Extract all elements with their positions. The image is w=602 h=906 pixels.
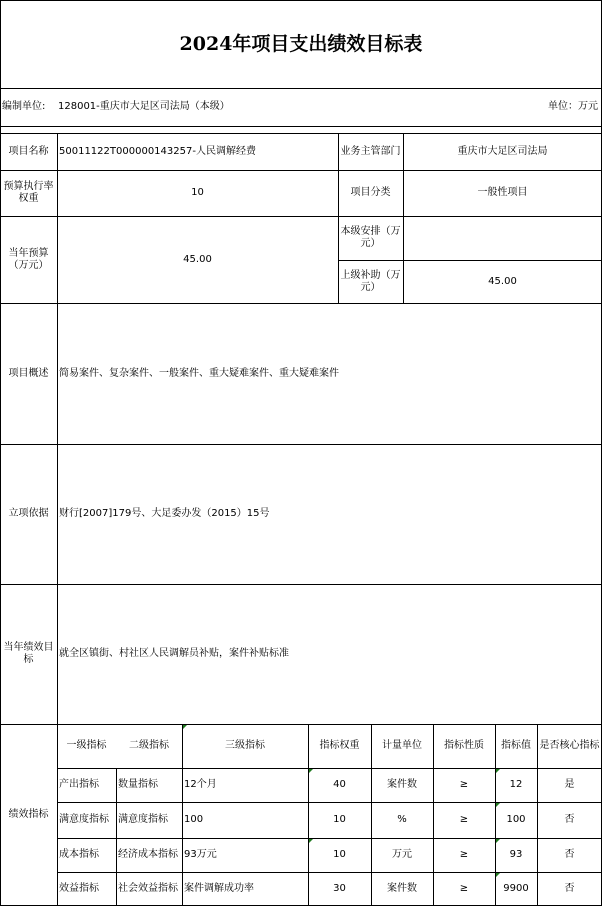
indicator-level1: 满意度指标 — [59, 814, 109, 825]
indicator-level3: 案件调解成功率 — [184, 883, 254, 894]
indicator-header: 二级指标 — [129, 740, 169, 751]
unit-value: 128001-重庆市大足区司法局（本级） — [58, 101, 230, 112]
grid-line — [0, 724, 602, 725]
grid-line — [338, 133, 339, 303]
grid-line — [0, 444, 602, 445]
category-label: 项目分类 — [350, 187, 391, 198]
indicator-level3: 93万元 — [184, 849, 217, 860]
indicator-header: 是否核心指标 — [539, 740, 600, 751]
cell-marker-icon — [496, 803, 500, 807]
currency-unit: 单位：万元 — [548, 101, 598, 112]
indicator-core: 否 — [564, 883, 575, 894]
grid-line — [0, 0, 602, 1]
overview-label: 项目概述 — [8, 367, 49, 379]
indicator-core: 否 — [564, 814, 575, 825]
indicator-weight: 30 — [333, 883, 346, 894]
indicator-level2: 经济成本指标 — [118, 849, 178, 860]
grid-line — [495, 724, 496, 906]
grid-line — [182, 724, 183, 906]
indicator-header: 指标性质 — [444, 740, 484, 751]
grid-line — [57, 802, 602, 803]
indicator-value: 12 — [509, 779, 523, 790]
grid-line — [0, 133, 602, 134]
indicator-header: 指标值 — [501, 740, 531, 751]
indicator-nature: ≥ — [459, 779, 469, 790]
indicator-unit: 万元 — [392, 849, 412, 860]
overview-value: 简易案件、复杂案件、一般案件、重大疑难案件、重大疑难案件 — [59, 367, 339, 379]
indicator-value: 9900 — [503, 883, 529, 894]
goal-value: 就全区镇街、村社区人民调解员补贴，案件补贴标准 — [59, 648, 289, 659]
indicator-unit: 案件数 — [387, 883, 417, 894]
basis-label: 立项依据 — [8, 508, 49, 519]
grid-line — [537, 724, 538, 906]
grid-line — [57, 724, 58, 906]
budget-value: 45.00 — [183, 253, 212, 265]
indicator-header: 指标权重 — [319, 740, 360, 751]
indicator-level2: 数量指标 — [118, 779, 158, 790]
indicator-value: 100 — [506, 814, 526, 825]
indicator-level1: 产出指标 — [59, 779, 99, 790]
indicator-weight: 40 — [333, 779, 346, 790]
grid-line — [0, 88, 602, 89]
indicator-unit: 案件数 — [387, 779, 417, 790]
grid-line — [57, 872, 602, 873]
indicator-level2: 满意度指标 — [118, 814, 168, 825]
weight-label: 预算执行率权重 — [3, 181, 54, 204]
project-name-label: 项目名称 — [8, 145, 49, 157]
dept-value: 重庆市大足区司法局 — [457, 145, 548, 157]
grid-line — [371, 724, 372, 906]
grid-line — [0, 303, 602, 304]
grid-line — [0, 126, 602, 127]
dept-label: 业务主管部门 — [340, 145, 401, 157]
indicator-value: 93 — [509, 849, 523, 860]
indicator-core: 否 — [564, 849, 575, 860]
grid-line — [0, 216, 602, 217]
cell-marker-icon — [309, 769, 313, 773]
upper-subsidy-label: 上级补助（万元） — [340, 269, 401, 293]
grid-line — [433, 724, 434, 906]
project-name-value: 50011122T000000143257-人民调解经费 — [59, 145, 256, 157]
grid-line — [0, 584, 602, 585]
indicator-level1: 效益指标 — [59, 883, 99, 894]
local-budget-value — [403, 216, 602, 260]
indicator-level3: 100 — [184, 814, 204, 825]
budget-label: 当年预算（万元） — [8, 247, 49, 271]
indicators-section-label: 绩效指标 — [8, 809, 49, 820]
grid-line — [0, 170, 602, 171]
cell-marker-icon — [496, 839, 500, 843]
grid-line — [338, 260, 602, 261]
cell-marker-icon — [496, 769, 500, 773]
cell-marker-icon — [496, 873, 500, 877]
weight-value: 10 — [191, 187, 204, 198]
grid-line — [57, 133, 58, 724]
indicator-header: 计量单位 — [382, 740, 422, 751]
indicator-header: 一级指标 — [66, 740, 107, 751]
upper-subsidy-value: 45.00 — [488, 275, 517, 287]
grid-line — [116, 768, 117, 906]
grid-line — [403, 133, 404, 303]
sheet-title: 2024年项目支出绩效目标表 — [179, 33, 423, 55]
indicator-weight: 10 — [333, 849, 346, 860]
indicator-nature: ≥ — [459, 849, 469, 860]
category-value: 一般性项目 — [477, 187, 528, 198]
indicator-level2: 社会效益指标 — [118, 883, 178, 894]
grid-line — [0, 0, 1, 906]
cell-marker-icon — [309, 839, 313, 843]
indicator-core: 是 — [564, 779, 575, 790]
grid-line — [57, 768, 602, 769]
indicator-header: 三级指标 — [225, 740, 265, 751]
grid-line — [57, 838, 602, 839]
indicator-nature: ≥ — [459, 883, 469, 894]
indicator-weight: 10 — [333, 814, 346, 825]
unit-label: 编制单位: — [2, 101, 46, 112]
cell-marker-icon — [183, 725, 187, 729]
indicator-level3: 12个月 — [184, 779, 217, 790]
grid-line — [308, 724, 309, 906]
indicator-level1: 成本指标 — [59, 849, 99, 860]
local-budget-label: 本级安排（万元） — [340, 226, 401, 249]
indicator-unit: % — [397, 814, 407, 825]
indicator-nature: ≥ — [459, 814, 469, 825]
basis-value: 财行[2007]179号、大足委办发（2015）15号 — [59, 508, 270, 519]
goal-label: 当年绩效目标 — [3, 642, 54, 665]
